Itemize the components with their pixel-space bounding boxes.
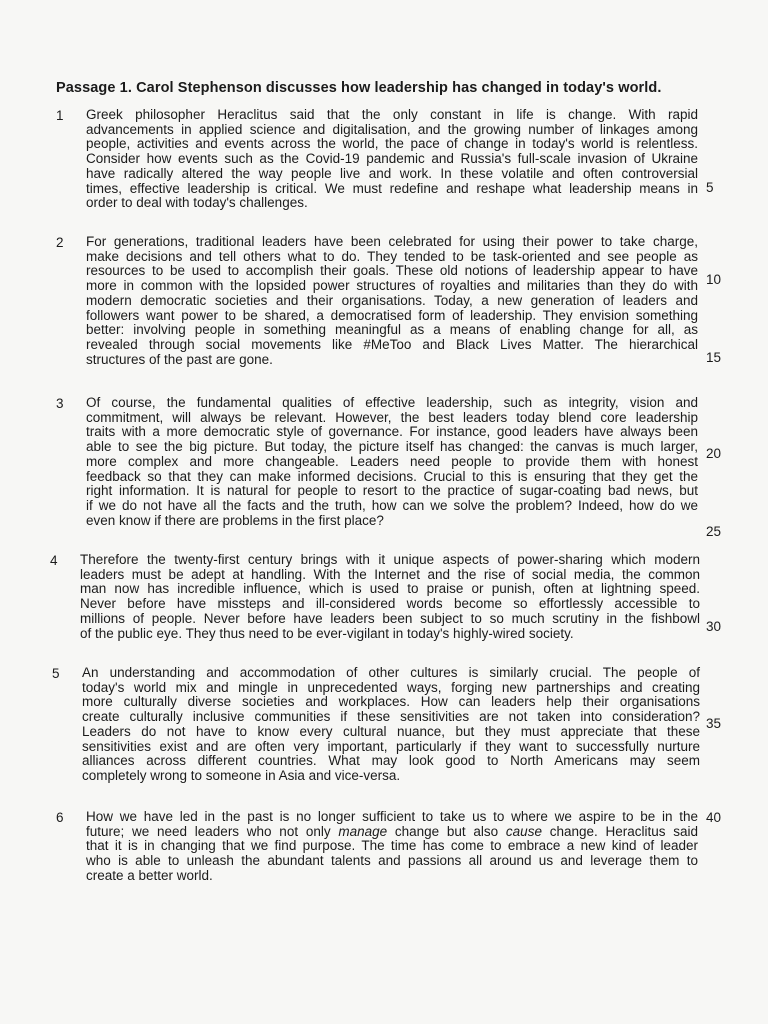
text-line: that it is in changing that we find purpose. The time has come to embrace a new kind of leader bbox=[86, 838, 698, 854]
text-line: even know if there are problems in the first place? bbox=[86, 512, 384, 528]
text-line: resources to be used to accomplish their goals. These old notions of leadership appear to have bbox=[86, 263, 698, 279]
text-line: have radically altered the way people live and work. In these volatile and often controversial bbox=[86, 165, 698, 181]
text-line: make decisions and tell others what to do. They tended to be task-oriented and see people as bbox=[86, 248, 698, 264]
text-line: millions of people. Never before have leaders been subject to so much scrutiny in the fishbowl bbox=[80, 610, 700, 626]
paragraph-number: 5 bbox=[52, 666, 60, 681]
text-line: An understanding and accommodation of other cultures is similarly crucial. The people of bbox=[82, 665, 700, 680]
text-line: who is able to unleash the abundant talents and passions all around us and leverage them to bbox=[86, 853, 698, 869]
line-number: 15 bbox=[706, 350, 722, 365]
line-number: 5 bbox=[706, 180, 714, 195]
paragraph-text bbox=[86, 108, 698, 211]
text-line: Never before have missteps and ill-considered words become so effortlessly accessible to bbox=[80, 596, 700, 612]
text-line: Consider how events such as the Covid-19 pandemic and Russia's full-scale invasion of Ukraine bbox=[86, 151, 698, 167]
line-number: 20 bbox=[706, 446, 722, 461]
text-line: sensitivities exist and are often very important, particularly if they want to successfully nurture bbox=[82, 738, 700, 754]
emphasized-word: manage bbox=[338, 823, 388, 839]
line-number: 40 bbox=[706, 810, 722, 825]
text-line: right information. It is natural for people to resort to the practice of sugar-coating bad news, but bbox=[86, 483, 698, 499]
text-line: alliances across different countries. What may look good to North Americans may seem bbox=[82, 753, 700, 769]
text-line: commitment, will always be relevant. However, the best leaders today blend core leadership bbox=[86, 409, 698, 425]
paragraph-text bbox=[82, 666, 700, 784]
text-line: more culturally diverse societies and workplaces. How can leaders help their organisations bbox=[82, 694, 700, 710]
line-number: 10 bbox=[706, 272, 722, 287]
text-line: better: involving people in something meaningful as a means of enabling change for all, as bbox=[86, 322, 698, 338]
paragraph-number: 2 bbox=[56, 235, 64, 250]
text-line: completely wrong to someone in Asia and vice-versa. bbox=[82, 767, 401, 783]
text-line: traits with a more democratic style of governance. For instance, good leaders have always been bbox=[86, 424, 698, 440]
text-line: more in common with the lopsided power structures of royalties and militaries than they do with bbox=[86, 278, 698, 294]
paragraph-number: 4 bbox=[50, 553, 58, 568]
text-line: of the public eye. They thus need to be ever-vigilant in today's highly-wired society. bbox=[80, 625, 574, 641]
text-line: today's world mix and mingle in unprecedented ways, forging new partnerships and creating bbox=[82, 679, 700, 695]
text-line: leaders must be adept at handling. With the Internet and the rise of social media, the common bbox=[80, 566, 700, 582]
paragraph-text bbox=[86, 396, 698, 528]
line-number: 35 bbox=[706, 716, 722, 731]
text-line: future; we need leaders who not only manage change but also cause change. Heraclitus said bbox=[86, 823, 699, 839]
text-line: revealed through social movements like #MeToo and Black Lives Matter. The hierarchical bbox=[86, 336, 698, 352]
text-line: order to deal with today's challenges. bbox=[86, 195, 308, 211]
text-line: modern democratic societies and their organisations. Today, a new generation of leaders and bbox=[86, 292, 698, 308]
paragraph-number: 3 bbox=[56, 396, 64, 411]
text-line: followers want power to be shared, a democratised form of leadership. They envision something bbox=[86, 307, 698, 323]
text-line: Of course, the fundamental qualities of effective leadership, such as integrity, vision and bbox=[86, 395, 698, 410]
text-line: Leaders do not have to know every cultural nuance, but they must appreciate that these bbox=[82, 723, 700, 739]
text-line: feedback so that they can make informed decisions. Crucial to this is ensuring that they get the bbox=[86, 468, 698, 484]
text-line: Therefore the twenty-first century brings with it unique aspects of power-sharing which modern bbox=[80, 552, 700, 567]
text-line: advancements in applied science and digitalisation, and the growing number of linkages among bbox=[86, 121, 698, 137]
text-line: man now has incredible influence, which is used to praise or punish, often at lightning speed. bbox=[80, 581, 700, 597]
paragraph-text bbox=[80, 553, 700, 641]
text-line: How we have led in the past is no longer sufficient to take us to where we aspire to be in the bbox=[86, 809, 698, 824]
text-line: Greek philosopher Heraclitus said that the only constant in life is change. With rapid bbox=[86, 107, 698, 122]
text-line: more complex and more changeable. Leaders need people to provide them with honest bbox=[86, 453, 698, 469]
paragraph-number: 1 bbox=[56, 108, 64, 123]
text-line: create culturally inclusive communities if these sensitivities are not taken into consideration? bbox=[82, 709, 700, 725]
text-line: people, activities and events across the world, the pace of change in today's world is relentless. bbox=[86, 136, 698, 152]
text-line: if we do not have all the facts and the truth, how can we solve the problem? Indeed, how do we bbox=[86, 497, 698, 513]
text-line: times, effective leadership is critical. We must redefine and reshape what leadership means in bbox=[86, 180, 698, 196]
text-line: structures of the past are gone. bbox=[86, 351, 273, 367]
passage-heading: Passage 1. Carol Stephenson discusses how leadership has changed in today's world. bbox=[56, 80, 662, 96]
text-line: able to see the big picture. But today, the picture itself has changed: the canvas is much larger, bbox=[86, 439, 698, 455]
paragraph-text bbox=[86, 235, 698, 367]
line-number: 25 bbox=[706, 524, 722, 539]
paragraph-number: 6 bbox=[56, 810, 64, 825]
text-line: create a better world. bbox=[86, 867, 213, 883]
paragraph-text bbox=[86, 810, 698, 884]
line-number: 30 bbox=[706, 619, 722, 634]
emphasized-word: cause bbox=[505, 823, 542, 839]
text-line: For generations, traditional leaders have been celebrated for using their power to take charge, bbox=[86, 234, 698, 249]
